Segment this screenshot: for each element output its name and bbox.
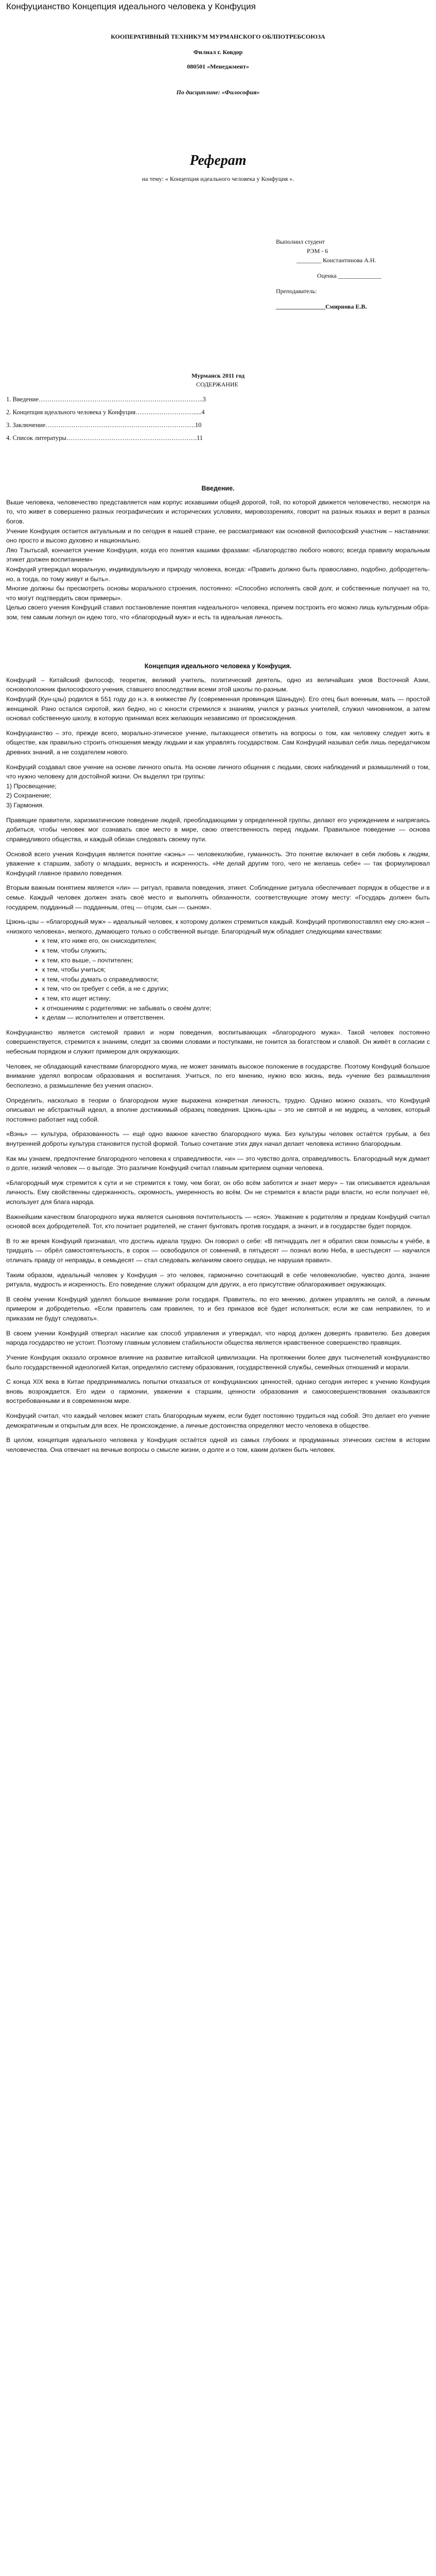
paragraph: В своем учении Конфуций отвергал насилие как способ управления и утверждал, что народ должен доверять правителю. Без доверия народа государство не устоит. Поэтому главным условием стабильности общества является нравственное совершенство правящих.	[6, 1329, 430, 1347]
toc-item[interactable]: 4. Список литературы…………………………………………………….11	[6, 434, 203, 442]
list-item: ● к тем, что он требует с себя, а не с других;	[42, 984, 430, 994]
group: РЭМ - 6	[307, 247, 328, 255]
group-item: 2) Сохранение;	[6, 792, 51, 800]
toc-item[interactable]: 3. Заключение…………………………………………………………….10	[6, 421, 202, 429]
paragraph: Основой всего учения Конфуция является понятие «жэнь» — человеколюбие, гуманность. Это понятие включает в себя любовь к людям, уважение к старшим, заботу о младших, верность и искренность. «Не делай другим того, чего не желаешь себе» — так формулировал Конфуций главное правило поведения.	[6, 850, 430, 877]
college-name: КООПЕРАТИВНЫЙ ТЕХНИКУМ МУРМАНСКОГО ОБЛПОТРЕБСОЮЗА	[111, 33, 325, 40]
paragraph: Вторым важным понятием является «ли» — ритуал, правила поведения, этикет. Соблюдение ритуала обеспечивает порядок в обществе и в семье. Каждый человек должен знать своё место и выполнять обязанности, соответствующие этому месту: «Государь должен быть государем, подданный — подданным, отец — отцом, сын — сыном».	[6, 884, 430, 911]
paragraph: Учение Конфуция остается актуальным и по сегодня в нашей стране, ее рассматривают как основной философский участник – наставники: оно просто и высоко духовно и национально.	[6, 527, 430, 545]
list-item: ● к тем, кто ищет истину;	[42, 994, 430, 1004]
paragraph: Человек, не обладающий качествами благородного мужа, не может занимать высокое положение в государстве. Поэтому Конфуций большое внимание уделял вопросам образования и воспитания. Учиться, по его мнению, нужно всю жизнь, ведь «учение без размышления бесполезно, а размышление без учения опасно».	[6, 1062, 430, 1089]
table-of-contents	[6, 380, 428, 443]
paragraph: В целом, концепция идеального человека у Конфуция остаётся одной из самых глубоких и продуманных этических систем в истории человечества. Она отвечает на вечные вопросы о смысле жизни, о долге и о том, каким должен быть человек.	[6, 1436, 430, 1453]
paragraph: Важнейшим качеством благородного мужа является сыновняя почтительность — «сяо». Уважение к родителям и предкам Конфуций считал основой всех добродетелей. Тот, кто почитает родителей, не станет бунтовать против государя, а значит, и в государстве будет порядок.	[6, 1213, 430, 1230]
paragraph: Ляо Тзытьсай, кончается учение Конфуция, когда его понятия кашими фразами: «Благородство любого нового; всегда правилу моральным этикет должен воспитанием»	[6, 546, 430, 564]
specialty: 080501 «Менеджмент»	[187, 63, 249, 70]
list-item: ● к тем, чтобы учиться;	[42, 965, 430, 975]
group-item: 1) Просвещение;	[6, 782, 57, 790]
paragraph: «Вэнь» — культура, образованность — ещё одно важное качество благородного мужа. Без культуры человек остаётся грубым, а без внутренней доброты культура становится пустой формой. Только сочетание этих двух начал делает человека истинно благородным.	[6, 1130, 430, 1147]
list-item: ● к отношениям с родителями: не забывать о своём долге;	[42, 1004, 430, 1013]
list-item: ● к делам — исполнителен и ответственен.	[42, 1013, 430, 1023]
group-item: 3) Гармония.	[6, 802, 44, 809]
paragraph: Конфуций утверждал моральную, индивидуальную и природу человека, всегда: «Править должно быть православно, подобно, добродетельно, а тогда, по тому живут и быть».	[6, 566, 430, 583]
performer-label: Выполнил студент	[276, 238, 325, 245]
paragraph: Конфуций – Китайский философ, теоретик, великий учитель, политический деятель, одно из величайших умов Восточной Азии, основоположник философского учения, ставшего впоследствии всеми этой школы по-разным.	[6, 676, 430, 693]
qualities-list	[6, 936, 430, 1022]
toc-item[interactable]: 1. Введение…………………………………………………………………..3	[6, 396, 206, 403]
paragraph: Многие должны бы пресмотреть основы морального строения, постоянно: «Способно исполнять свой долг, и собственные получает на то, что могут подтвердить свои примеры».	[6, 585, 430, 602]
paragraph: Как мы узнаем, предпочтение благородного человека к справедливости, «и» — это чувство долга, справедливость. Благородный муж думает о долге, низкий человек — о выгоде. Это различие Конфуций считал главным критерием оценки человека.	[6, 1155, 430, 1172]
paragraph: Выше человека, человечество представляется нам корпус искавшими общей дорогой, той, по которой движется человечество, несмотря на то, что живет в совершенно разных географических и исторических условиях, мировоззрениях, говорит на разных языках и верит в разных богов.	[6, 498, 430, 525]
paragraph: «Благородный муж стремится к сути и не стремится к тому, чем богат, он обо всём заботится и знает меру» – так описывается идеальная личность. Ему свойственны сдержанность, скромность, умеренность во всём. Он не стремится к власти ради власти, но если получает её, использует для блага народа.	[6, 1179, 430, 1206]
toc-item[interactable]: 2. Концепция идеального человека у Конфуция……………………….....4	[6, 409, 205, 416]
paragraph: С конца XIX века в Китае предпринимались попытки отказаться от конфуцианских ценностей, однако сегодня интерес к учению Конфуция вновь возрождается. Его идеи о гармонии, уважении к старшим, ценности образования и самосовершенствования оказываются востребованными и в современном мире.	[6, 1378, 430, 1405]
discipline: По дисциплине: «Философия»	[176, 89, 260, 96]
paragraph: Конфуцианство является системой правил и норм поведения, воспитывающих «благородного мужа». Такой человек постоянно совершенствуется, стремится к знаниям, следит за своими словами и поступками, не гонится за богатством и славой. Он живёт в согласии с небесным порядком и служит примером для окружающих.	[6, 1028, 430, 1056]
paragraph: В своём учении Конфуций уделял большое внимание роли государя. Правитель, по его мнению, должен управлять не силой, а личным примером и добродетелью. «Если правитель сам правилен, то и без приказов всё будет исполняться; если же сам неправилен, то и приказам не будут следовать».	[6, 1295, 430, 1323]
paragraph: Целью своего учения Конфуций ставил постановление понятия «идеального» человека, причем построить его можно лишь культурным образом, тем самым лопнул он идею того, что «благородный муж» и есть та идеальная личность.	[6, 604, 430, 621]
teacher-label: Преподаватель:	[276, 287, 317, 295]
paragraph: Учение Конфуция оказало огромное влияние на развитие китайской цивилизации. На протяжении более двух тысячелетий конфуцианство было государственной идеологией Китая, определяло систему образования, государственной службы, семейных отношений и морали.	[6, 1353, 430, 1371]
paragraph: Таким образом, идеальный человек у Конфуция – это человек, гармонично сочетающий в себе человеколюбие, чувство долга, знание ритуала, мудрость и искренность. Его поведение служит образцом для других, а его присутствие облагораживает окружающих.	[6, 1271, 430, 1289]
paragraph: Конфуцианство – это, прежде всего, морально-этическое учение, пытающееся ответить на вопросы о том, как человеку следует жить в обществе, как правильно строить отношения между людьми и как управлять государством. Сам Конфуций называл себя лишь передатчиком древних знаний, а не создателем нового.	[6, 729, 430, 756]
work-type-title: Реферат	[189, 152, 247, 168]
teacher-name: ________________Смирнова Е.В.	[276, 303, 367, 310]
main-section	[6, 659, 430, 1454]
document-title: Конфуцианство Концепция идеального человека у Конфуция	[6, 2, 256, 11]
paragraph: Правящие правители, харизматические поведение людей, преобладающими у определенной группы, делают его учреждением и напрягаясь добиться, чтобы человек мог сознавать свое место в мире, свою ответственность перед людьми. Правильное поведение — основа справедливого общества, и каждый обязан следовать своему пути.	[6, 816, 430, 843]
grade-label: Оценка ______________	[317, 272, 381, 279]
paragraph: В то же время Конфуций признавал, что достичь идеала трудно. Он говорил о себе: «В пятнадцать лет я обратил свои помыслы к учёбе, в тридцать — обрёл самостоятельность, в сорок — освободился от сомнений, в пятьдесят — познал волю Неба, в шестьдесят — научился отличать правду от неправды, в семьдесят — стал следовать желаниям своего сердца, не нарушая правил».	[6, 1237, 430, 1264]
branch-name: Филиал г. Ковдор	[193, 48, 243, 56]
list-item: ● к тем, чтобы служить;	[42, 946, 430, 956]
city-year: Мурманск 2011 год	[191, 372, 245, 379]
paragraph: Конфуций считал, что каждый человек может стать благородным мужем, если будет постоянно трудиться над собой. Это делает его учение демократичным и открытым для всех. Не происхождение, а личные достоинства определяют место человека в обществе.	[6, 1412, 430, 1429]
paragraph: Определить, насколько в теории о благородном муже выражена конкретная личность, трудно. Однако можно сказать, что Конфуций описывал не абстрактный идеал, а вполне достижимый образец поведения. Цзюнь-цзы – это не святой и не мудрец, а человек, который постоянно работает над собой.	[6, 1096, 430, 1123]
toc-heading: СОДЕРЖАНИЕ	[196, 381, 238, 388]
paragraph: Конфуций создавал свое учение на основе личного опыта. На основе личного общения с людьми, своих наблюдений и размышлений о том, что нужно человеку для достойной жизни. Он выделял три группы:	[6, 763, 430, 781]
list-item: ● к тем, чтобы думать о справедливости;	[42, 975, 430, 985]
author-block	[276, 237, 430, 311]
introduction-section	[6, 482, 430, 622]
work-topic: на тему: « Концепция идеального человека у Конфуция ».	[142, 175, 294, 182]
intro-heading: Введение.	[201, 485, 235, 492]
list-item: ● к тем, кто ниже его, он снисходителен;	[42, 936, 430, 946]
paragraph: Цзюнь-цзы – «благородный муж» – идеальный человек, к которому должен стремиться каждый. Конфуций противопоставлял ему сяо-жэня – «низкого человека», мелкого, думающего только о собственной выгоде. Благородный муж обладает следующими качествами:	[6, 918, 430, 935]
list-item: ● к тем, кто выше, – почтителен;	[42, 956, 430, 965]
paragraph: Конфуций (Кун-цзы) родился в 551 году до н.э. в княжестве Лу (современная провинция Шаньдун). Его отец был военным, мать — простой женщиной. Рано остался сиротой, жил бедно, но с юности стремился к знаниям, учился у разных учителей, служил чиновником, а затем основал собственную школу, в которую принимал всех желающих независимо от происхождения.	[6, 695, 430, 722]
main-heading: Концепция идеального человека у Конфуция.	[144, 663, 292, 670]
student-name: ________ Константинова А.Н.	[297, 257, 376, 264]
